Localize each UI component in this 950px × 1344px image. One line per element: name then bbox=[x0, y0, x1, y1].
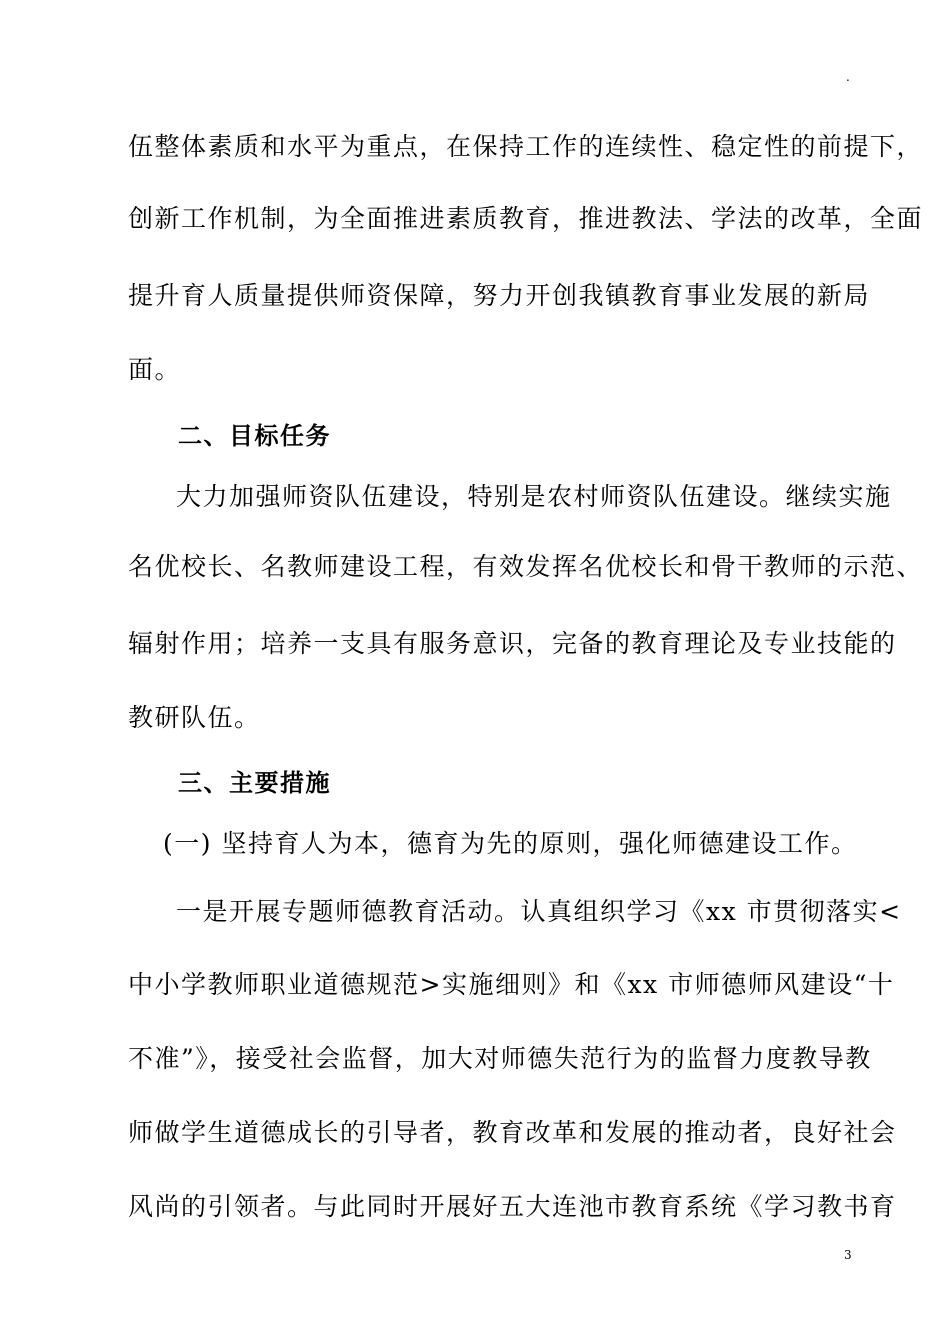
paragraph-line: 不准”》，接受社会监督，加大对师德失范行为的监督力度教导教 bbox=[128, 1044, 872, 1073]
paragraph-line: 师做学生道德成长的引导者，教育改革和发展的推动者，良好社会 bbox=[128, 1118, 897, 1147]
paragraph-line: 教研队伍。 bbox=[128, 703, 261, 732]
paragraph-line: 中小学教师职业道德规范>实施细则》和《xx 市师德师风建设“十 bbox=[128, 970, 895, 999]
subsection-heading: (一) 坚持育人为本，德育为先的原则，强化师德建设工作。 bbox=[163, 829, 858, 858]
paragraph-line: 一是开展专题师德教育活动。认真组织学习《xx 市贯彻落实< bbox=[176, 897, 902, 926]
paragraph-line: 面。 bbox=[128, 355, 182, 384]
header-mark: . bbox=[846, 70, 850, 84]
paragraph-line: 辐射作用；培养一支具有服务意识，完备的教育理论及专业技能的 bbox=[128, 629, 897, 658]
page-number: 3 bbox=[844, 1248, 852, 1262]
paragraph-line: 伍整体素质和水平为重点，在保持工作的连续性、稳定性的前提下， bbox=[128, 132, 924, 161]
paragraph-line: 大力加强师资队伍建设，特别是农村师资队伍建设。继续实施 bbox=[176, 482, 892, 511]
section-heading-goals: 二、目标任务 bbox=[178, 422, 331, 450]
section-heading-measures: 三、主要措施 bbox=[178, 769, 331, 797]
paragraph-line: 名优校长、名教师建设工程，有效发挥名优校长和骨干教师的示范、 bbox=[128, 552, 924, 581]
paragraph-line: 提升育人质量提供师资保障，努力开创我镇教育事业发展的新局 bbox=[128, 281, 871, 310]
paragraph-line: 创新工作机制，为全面推进素质教育，推进教法、学法的改革，全面 bbox=[128, 204, 924, 233]
paragraph-line: 风尚的引领者。与此同时开展好五大连池市教育系统《学习教书育 bbox=[128, 1192, 897, 1221]
